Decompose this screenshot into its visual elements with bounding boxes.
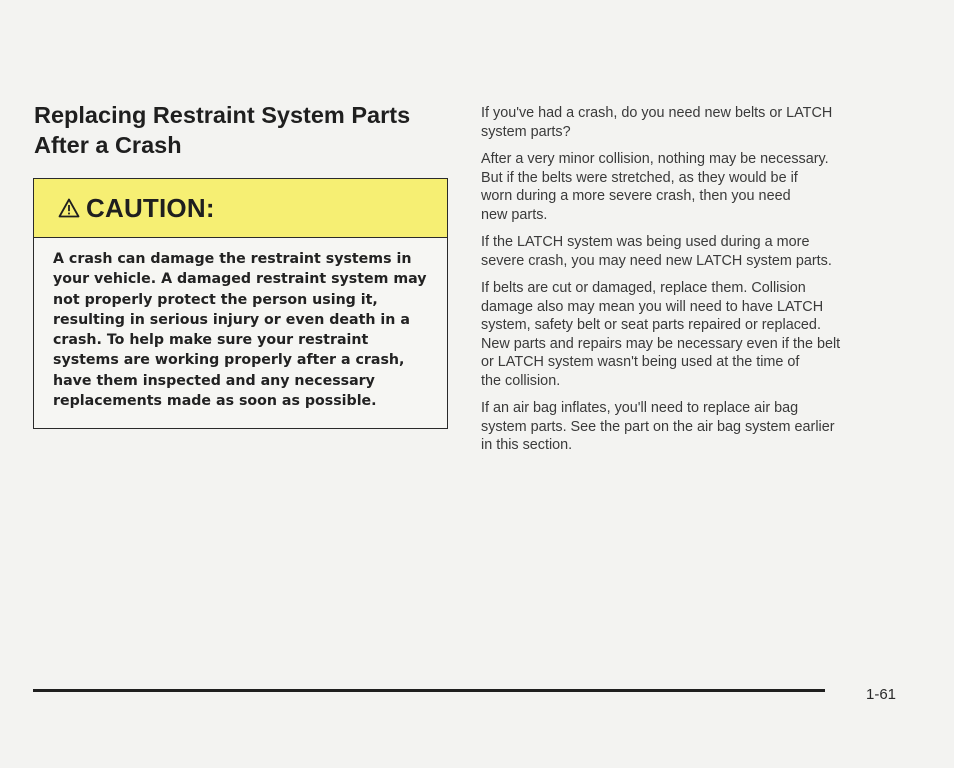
body-line: But if the belts were stretched, as they would be if [481,169,798,186]
caution-text [34,238,447,411]
caution-text-line: replacements made as soon as possible. [53,393,377,410]
caution-text-line: A crash can damage the restraint systems in [53,251,412,267]
footer-rule [33,689,825,692]
body-paragraph [481,150,911,224]
body-line: system, safety belt or seat parts repaired or replaced. [481,317,821,333]
body-line: severe crash, you may need new LATCH system parts. [481,252,832,269]
section-heading-line: After a Crash [34,132,182,158]
body-line: If an air bag inflates, you'll need to replace air bag [481,400,799,416]
body-line: system parts? [481,123,571,140]
body-line: After a very minor collision, nothing may be necessary. [481,151,829,167]
body-line: If you've had a crash, do you need new belts or LATCH [481,105,833,121]
caution-text-line: not properly protect the person using it, [53,291,378,308]
body-text-column [481,104,911,464]
caution-text-line: have them inspected and any necessary [53,372,375,389]
caution-text-line: crash. To help make sure your restraint [53,332,369,349]
caution-label: CAUTION: [86,192,215,223]
section-heading-line: Replacing Restraint System Parts [34,102,411,128]
body-line: new parts. [481,206,548,223]
body-line: New parts and repairs may be necessary even if the belt [481,335,841,352]
body-paragraph [481,279,911,390]
section-heading [34,100,454,160]
body-line: or LATCH system wasn't being used at the time of [481,354,800,370]
body-line: in this section. [481,437,573,453]
body-line: system parts. See the part on the air bag system earlier [481,418,835,435]
caution-banner [34,179,447,238]
caution-text-line: your vehicle. A damaged restraint system may [53,271,427,288]
body-line: If belts are cut or damaged, replace them. Collision [481,280,806,296]
page-number: 1-61 [866,686,897,703]
body-paragraph [481,399,911,455]
warning-triangle-icon [58,198,80,218]
caution-text-line: resulting in serious injury or even death in a [53,311,410,328]
caution-box [33,178,448,429]
body-line: If the LATCH system was being used during a more [481,234,810,250]
body-line: damage also may mean you will need to have LATCH [481,298,824,315]
body-paragraph [481,104,911,141]
body-paragraph [481,233,911,270]
body-line: the collision. [481,372,561,389]
caution-text-line: systems are working properly after a crash, [53,352,405,369]
body-line: worn during a more severe crash, then you need [481,188,791,204]
